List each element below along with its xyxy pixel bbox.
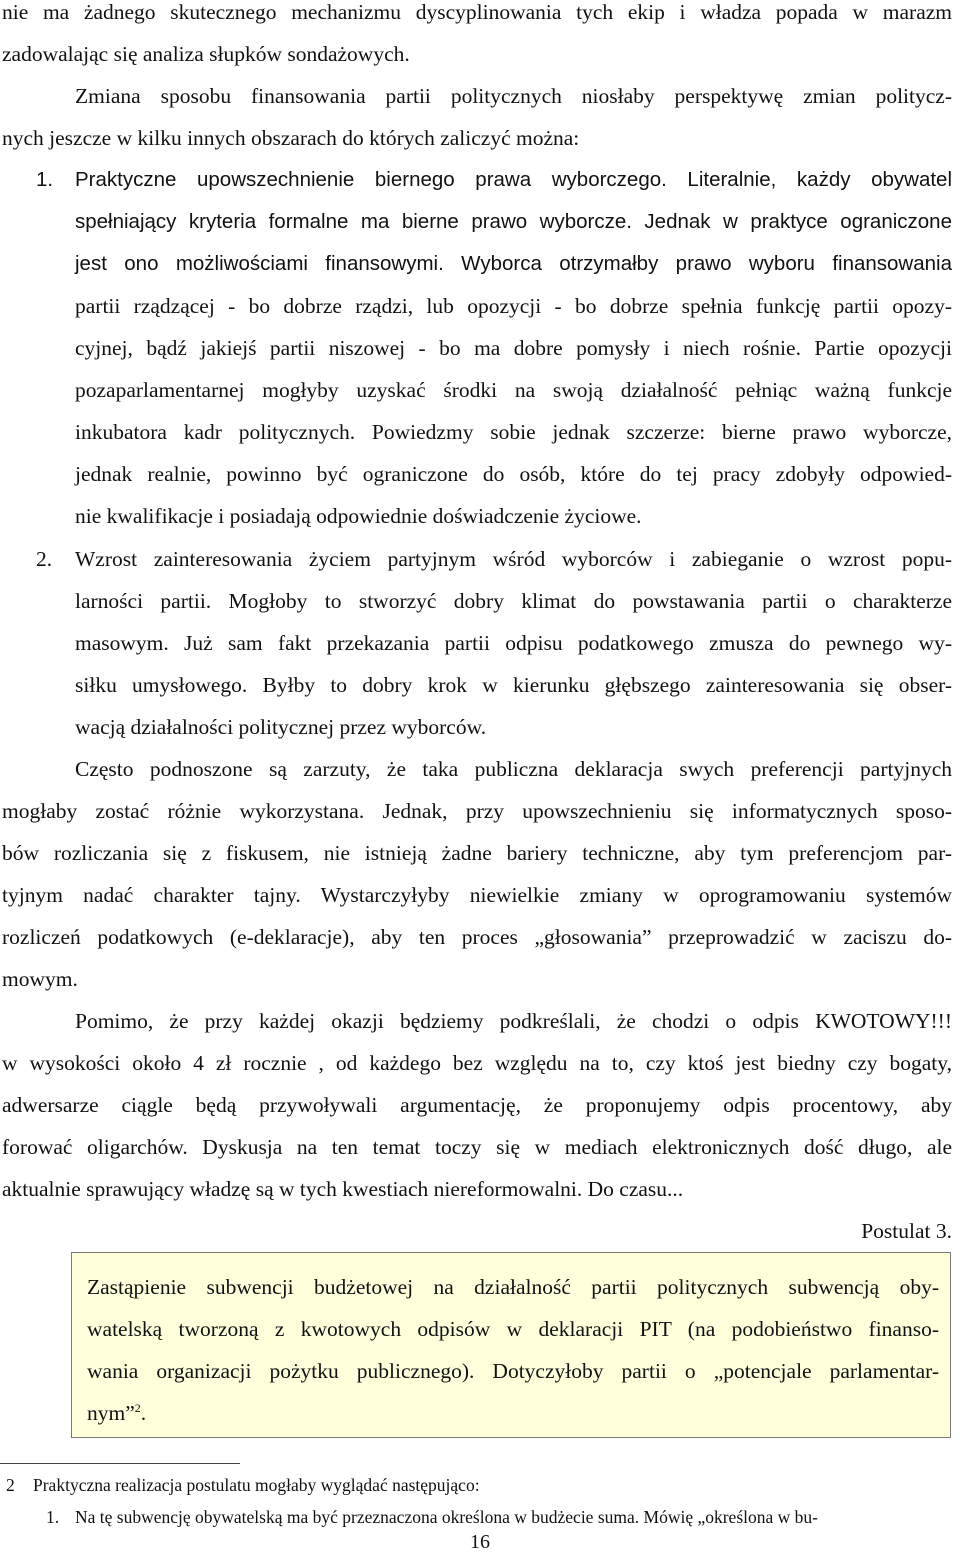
footnote-number: 2 <box>6 1475 15 1495</box>
paragraph-line: tyjnym nadać charakter tajny. Wystarczyłyby niewielkie zmiany w oprogramowaniu systemów <box>2 883 952 907</box>
paragraph-line: adwersarze ciągle będą przywoływali argumentację, że proponujemy odpis procentowy, aby <box>2 1093 952 1117</box>
list-item-number: 1. <box>36 168 54 191</box>
paragraph-line: nie ma żadnego skutecznego mechanizmu dyscyplinowania tych ekip i władza popada w marazm <box>2 0 952 24</box>
paragraph-line: rozliczeń podatkowych (e-deklaracje), aby ten proces „głosowania” przeprowadzić w zaciszu do- <box>2 925 952 949</box>
paragraph-line: nych jeszcze w kilku innych obszarach do których zaliczyć można: <box>2 126 580 150</box>
postulat-last-line <box>87 1392 939 1434</box>
footnote-sub-number: 1. <box>46 1507 60 1527</box>
list-item-line: larności partii. Mogłoby to stworzyć dobry klimat do powstawania partii o charakterze <box>75 589 952 613</box>
postulat-line: Zastąpienie subwencji budżetowej na działalność partii politycznych subwencją oby- <box>87 1275 939 1299</box>
list-item-number: 2. <box>36 547 53 571</box>
paragraph-line: zadowalając się analiza słupków sondażowych. <box>2 42 410 66</box>
paragraph-line: Często podnoszone są zarzuty, że taka publiczna deklaracja swych preferencji partyjnych <box>75 757 952 781</box>
list-item-line: inkubatora kadr politycznych. Powiedzmy sobie jednak szczerze: bierne prawo wyborcze, <box>75 420 952 444</box>
list-item-line: cyjnej, bądź jakiejś partii niszowej - bo ma dobre pomysły i niech rośnie. Partie opozycji <box>75 336 952 360</box>
paragraph-line: aktualnie sprawujący władzę są w tych kwestiach niereformowalni. Do czasu... <box>2 1177 684 1201</box>
list-item-line: pozaparlamentarnej mogłyby uzyskać środki na swoją działalność pełniąc ważną funkcje <box>75 378 952 402</box>
list-item-line: jednak realnie, powinno być ograniczone do osób, które do tej pracy zdobyły odpowied- <box>75 462 952 486</box>
list-item-line: siłku umysłowego. Byłby to dobry krok w kierunku głębszego zainteresowania się obser- <box>75 673 952 697</box>
postulat-line: wania organizacji pożytku publicznego). Dotyczyłoby partii o „potencjale parlamentar- <box>87 1359 939 1383</box>
postulat-line: nym” <box>87 1401 135 1425</box>
paragraph-line: mogłaby zostać różnie wykorzystana. Jednak, przy upowszechnieniu się informatycznych sposo- <box>2 799 952 823</box>
postulat-end-punctuation: . <box>140 1401 147 1425</box>
page-number: 16 <box>470 1531 490 1553</box>
list-item-line: jest ono możliwościami finansowymi. Wyborca otrzymałby prawo wyboru finansowania <box>75 252 952 275</box>
list-item-line: wacją działalności politycznej przez wyborców. <box>75 715 487 739</box>
footnote-separator <box>0 1463 240 1464</box>
list-item-line: spełniający kryteria formalne ma bierne prawo wyborcze. Jednak w praktyce ograniczone <box>75 210 952 233</box>
footnote-sub-text: Na tę subwencję obywatelską ma być przeznaczona określona w budżecie suma. Mówię „określona w bu- <box>75 1507 818 1527</box>
paragraph-line: Pomimo, że przy każdej okazji będziemy podkreślali, że chodzi o odpis KWOTOWY!!! <box>75 1009 952 1033</box>
paragraph-line: bów rozliczania się z fiskusem, nie istnieją żadne bariery techniczne, aby tym preferencjom par- <box>2 841 952 865</box>
postulat-label: Postulat 3. <box>861 1219 952 1243</box>
footnote-reference[interactable]: 2 <box>134 1400 141 1415</box>
paragraph-line: mowym. <box>2 967 78 991</box>
paragraph-line: Zmiana sposobu finansowania partii politycznych niosłaby perspektywę zmian politycz- <box>75 84 952 108</box>
paragraph-line: w wysokości około 4 zł rocznie , od każdego bez względu na to, czy ktoś jest biedny czy bogaty, <box>2 1051 952 1075</box>
list-item-line: nie kwalifikacje i posiadają odpowiednie doświadczenie życiowe. <box>75 504 642 528</box>
footnote-text: Praktyczna realizacja postulatu mogłaby wyglądać następująco: <box>33 1475 480 1495</box>
list-item-line: partii rządzącej - bo dobrze rządzi, lub opozycji - bo dobrze spełnia funkcję partii opozy- <box>75 294 952 318</box>
list-item-line: masowym. Już sam fakt przekazania partii odpisu podatkowego zmusza do pewnego wy- <box>75 631 952 655</box>
paragraph-line: forować oligarchów. Dyskusja na ten temat toczy się w mediach elektronicznych dość długo, ale <box>2 1135 952 1159</box>
list-item-line: Wzrost zainteresowania życiem partyjnym wśród wyborców i zabieganie o wzrost popu- <box>75 547 952 571</box>
postulat-line: watelską tworzoną z kwotowych odpisów w deklaracji PIT (na podobieństwo finanso- <box>87 1317 939 1341</box>
list-item-line: Praktyczne upowszechnienie biernego prawa wyborczego. Literalnie, każdy obywatel <box>75 168 952 191</box>
